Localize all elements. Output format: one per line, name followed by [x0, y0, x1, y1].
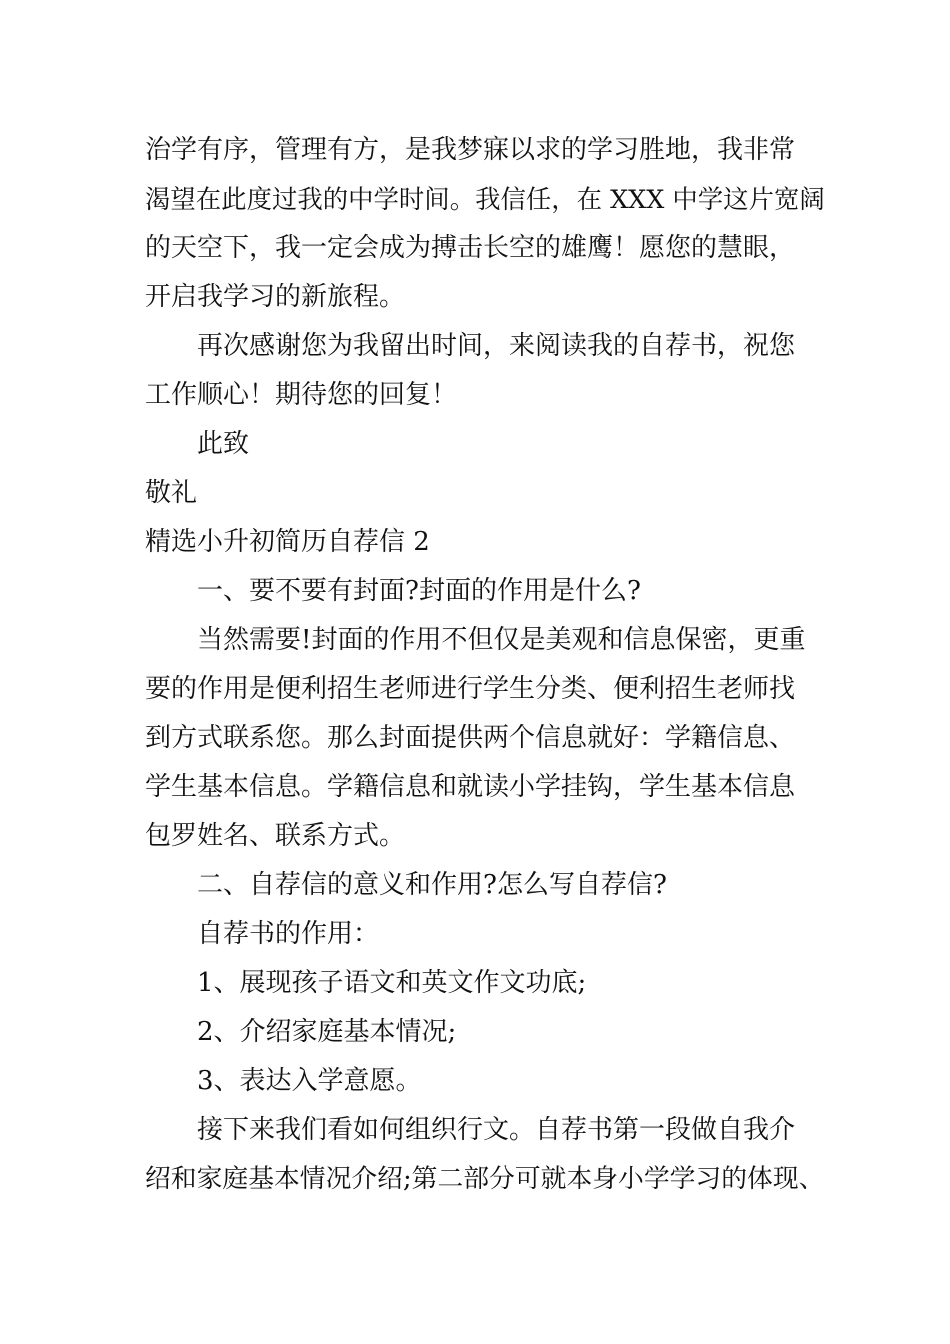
- text-line: 包罗姓名、联系方式。: [145, 821, 406, 851]
- text-line: 一、要不要有封面?封面的作用是什么?: [197, 576, 641, 606]
- text-line: 此致: [197, 429, 250, 459]
- text-line: 1、展现孩子语文和英文作文功底;: [197, 968, 587, 998]
- text-line: 敬礼: [145, 478, 198, 508]
- document-body: [145, 126, 825, 1204]
- text-line: 3、表达入学意愿。: [197, 1066, 422, 1096]
- text-line: 渴望在此度过我的中学时间。我信任，在 XXX 中学这片宽阔: [145, 184, 825, 214]
- text-line: 当然需要!封面的作用不但仅是美观和信息保密，更重: [197, 625, 806, 655]
- text-line: 工作顺心！期待您的回复！: [145, 380, 458, 410]
- text-line: 自荐书的作用：: [197, 919, 380, 949]
- text-line: 的天空下，我一定会成为搏击长空的雄鹰！愿您的慧眼，: [145, 233, 796, 263]
- text-line: 接下来我们看如何组织行文。自荐书第一段做自我介: [197, 1115, 796, 1145]
- text-line: 二、自荐信的意义和作用?怎么写自荐信?: [197, 870, 667, 900]
- text-line: 绍和家庭基本情况介绍;第二部分可就本身小学学习的体现、: [145, 1164, 825, 1194]
- text-line: 开启我学习的新旅程。: [145, 282, 406, 312]
- text-line: 再次感谢您为我留出时间，来阅读我的自荐书，祝您: [197, 331, 796, 361]
- text-line: 学生基本信息。学籍信息和就读小学挂钩，学生基本信息: [145, 772, 796, 802]
- text-line: 要的作用是便利招生老师进行学生分类、便利招生老师找: [145, 674, 796, 704]
- text-line: 到方式联系您。那么封面提供两个信息就好：学籍信息、: [145, 723, 796, 753]
- text-line: 治学有序，管理有方，是我梦寐以求的学习胜地，我非常: [145, 135, 796, 165]
- text-line: 2、介绍家庭基本情况;: [197, 1017, 457, 1047]
- text-line: 精选小升初简历自荐信 2: [145, 527, 430, 557]
